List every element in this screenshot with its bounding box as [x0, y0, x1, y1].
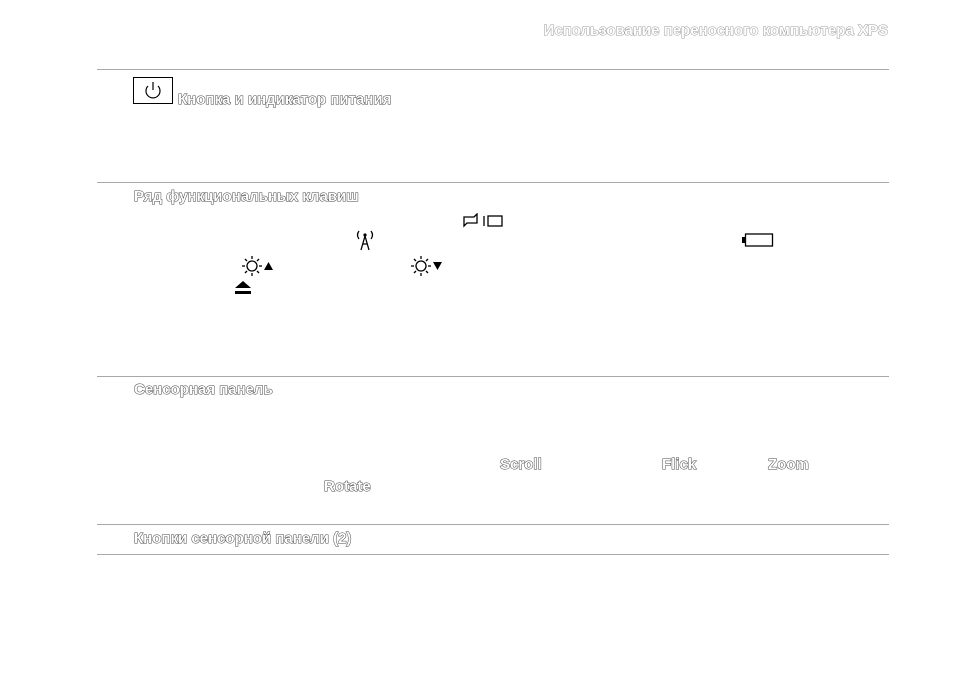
brightness-up-icon — [241, 255, 275, 277]
eject-icon — [233, 280, 253, 295]
gesture-zoom-label: Zoom — [768, 456, 809, 473]
gesture-scroll-label: Scroll — [500, 456, 542, 473]
touchpad-buttons-heading: Кнопки сенсорной панели (2) — [134, 530, 352, 547]
power-section-heading: Кнопка и индикатор питания — [178, 91, 392, 108]
gesture-flick-label: Flick — [662, 456, 697, 473]
gesture-rotate-label: Rotate — [324, 478, 371, 495]
function-keys-heading: Ряд функциональных клавиш — [134, 188, 359, 205]
touchpad-heading: Сенсорная панель — [134, 381, 273, 398]
section-divider — [97, 182, 889, 183]
section-divider — [97, 554, 889, 555]
power-icon — [133, 77, 173, 104]
wireless-antenna-icon — [355, 229, 375, 251]
battery-icon — [742, 233, 774, 247]
section-divider — [97, 69, 889, 70]
display-switch-icon — [462, 213, 504, 229]
section-divider — [97, 376, 889, 377]
brightness-down-icon — [410, 255, 444, 277]
section-divider — [97, 524, 889, 525]
page-header-title: Использование переносного компьютера XPS — [543, 22, 888, 39]
